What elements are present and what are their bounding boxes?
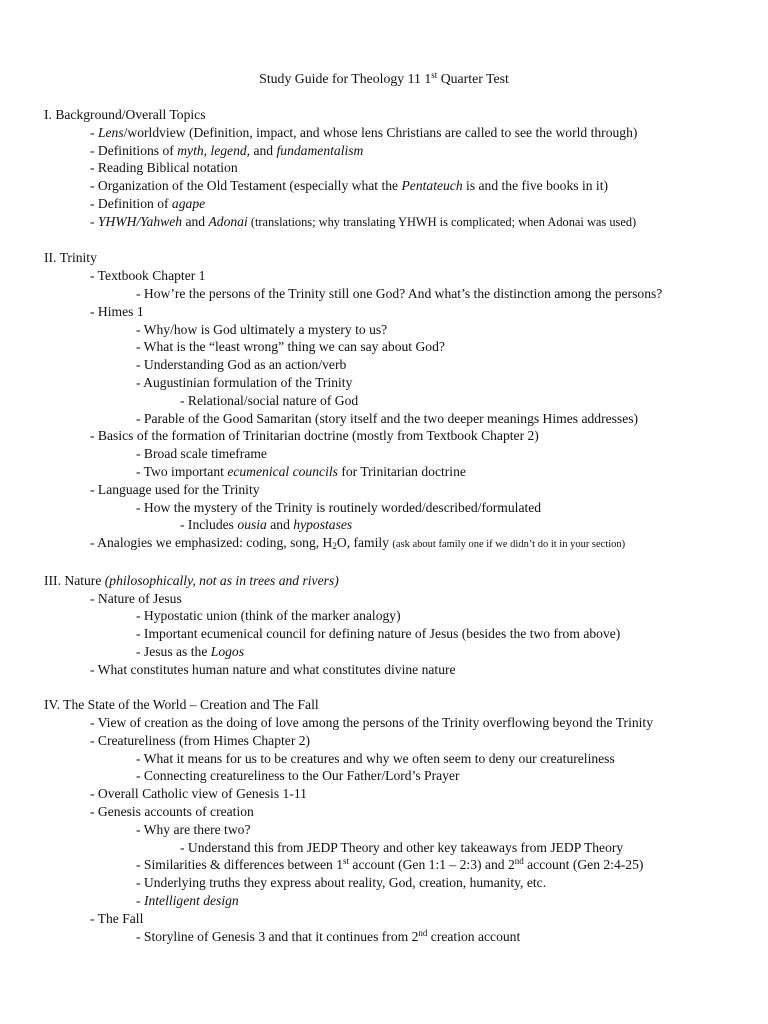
spacer	[44, 554, 744, 572]
page-title: Study Guide for Theology 11 1st Quarter Test	[259, 70, 509, 86]
outline-item: - What constitutes human nature and what constitutes divine nature	[90, 661, 456, 677]
outline-subitem: - Broad scale timeframe	[136, 446, 267, 462]
outline-subitem: - What is the “least wrong” thing we can say about God?	[136, 339, 445, 355]
outline-item: - Definitions of myth, legend, and fundamentalism	[90, 142, 364, 158]
outline-item: - Lens/worldview (Definition, impact, and whose lens Christians are called to see the world through)	[90, 124, 638, 140]
outline-subitem: - Connecting creatureliness to the Our Father/Lord’s Prayer	[136, 768, 460, 784]
outline-item: - YHWH/Yahweh and Adonai (translations; why translating YHWH is complicated; when Adonai was used)	[90, 213, 637, 229]
outline-item: - View of creation as the doing of love among the persons of the Trinity overflowing beyond the Trinity	[90, 715, 653, 731]
outline-subitem: - Why/how is God ultimately a mystery to us?	[136, 321, 388, 337]
section-heading: III. Nature (philosophically, not as in trees and rivers)	[44, 572, 339, 588]
outline-subitem: - Hypostatic union (think of the marker analogy)	[136, 608, 401, 624]
outline-item: - Textbook Chapter 1	[90, 268, 206, 284]
outline-item: - The Fall	[90, 910, 144, 926]
outline-item: - Basics of the formation of Trinitarian doctrine (mostly from Textbook Chapter 2)	[90, 428, 539, 444]
outline-subitem: - How the mystery of the Trinity is routinely worded/described/formulated	[136, 499, 542, 515]
outline-subitem: - What it means for us to be creatures and why we often seem to deny our creatureliness	[136, 750, 615, 766]
outline-item: - Language used for the Trinity	[90, 481, 260, 497]
outline-item: - Reading Biblical notation	[90, 160, 238, 176]
outline-subitem: - Two important ecumenical councils for Trinitarian doctrine	[136, 463, 466, 479]
outline-item: - Definition of agape	[90, 195, 206, 211]
outline-subsubitem: - Includes ousia and hypostases	[180, 517, 353, 533]
outline-subitem: - Jesus as the Logos	[136, 643, 245, 659]
outline-subitem: - Understanding God as an action/verb	[136, 357, 347, 373]
outline-subitem: - Underlying truths they express about reality, God, creation, humanity, etc.	[136, 875, 547, 891]
outline-item: - Organization of the Old Testament (especially what the Pentateuch is and the five books in it)	[90, 178, 608, 194]
spacer	[44, 679, 744, 697]
outline-subitem: - Similarities & differences between 1st account (Gen 1:1 – 2:3) and 2nd account (Gen 2:4-25)	[136, 856, 644, 873]
outline-subitem: - Important ecumenical council for defining nature of Jesus (besides the two from above)	[136, 626, 621, 642]
outline-subsubitem: - Relational/social nature of God	[180, 392, 359, 408]
outline-item: - Genesis accounts of creation	[90, 804, 254, 820]
outline-subsubitem: - Understand this from JEDP Theory and other key takeaways from JEDP Theory	[180, 839, 624, 855]
outline-subitem: - Why are there two?	[136, 821, 251, 837]
outline-subitem: - How’re the persons of the Trinity still one God? And what’s the distinction among the persons?	[136, 285, 663, 301]
outline-item: - Creatureliness (from Himes Chapter 2)	[90, 732, 311, 748]
outline-item: - Overall Catholic view of Genesis 1-11	[90, 786, 307, 802]
section-heading: II. Trinity	[44, 250, 97, 266]
section-heading: IV. The State of the World – Creation and The Fall	[44, 697, 319, 713]
section-heading: I. Background/Overall Topics	[44, 107, 206, 122]
outline-item: - Himes 1	[90, 303, 144, 319]
outline-subitem: - Storyline of Genesis 3 and that it continues from 2nd creation account	[136, 927, 521, 944]
outline-subitem: - Intelligent design	[136, 893, 239, 909]
outline	[44, 106, 744, 945]
outline-subitem: - Parable of the Good Samaritan (story itself and the two deeper meanings Himes addresses)	[136, 410, 639, 426]
outline-item: - Analogies we emphasized: coding, song, $H_2O$, family (ask about family one if we didn’t do it in your section)	[90, 535, 626, 552]
outline-subitem: - Augustinian formulation of the Trinity	[136, 374, 353, 390]
outline-item: - Nature of Jesus	[90, 590, 182, 606]
spacer	[44, 232, 744, 250]
